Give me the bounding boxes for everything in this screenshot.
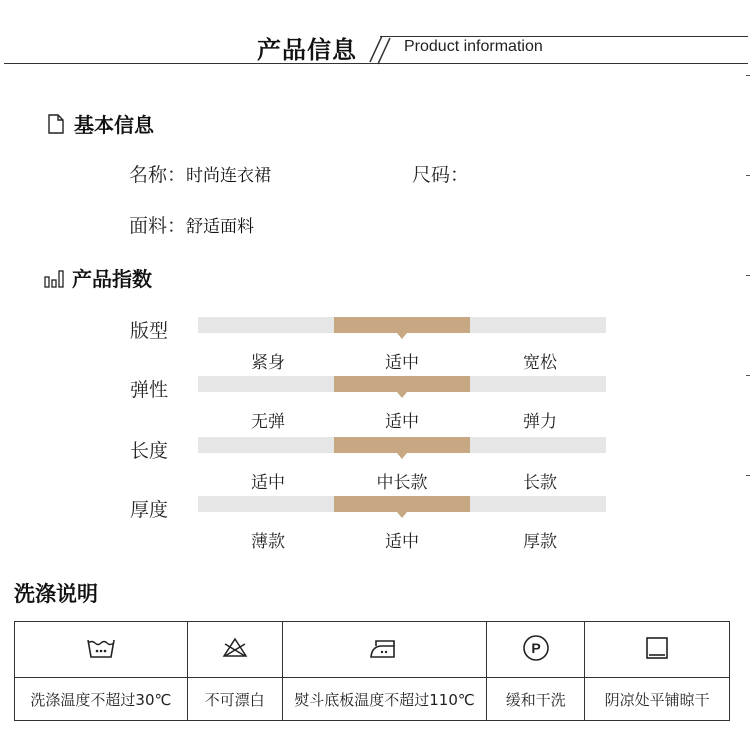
wash-cell — [487, 622, 585, 678]
svg-text:P: P — [531, 639, 541, 656]
index-option: 适中 — [385, 353, 419, 373]
page-subtitle: Product information — [404, 38, 543, 55]
info-name-value: 时尚连衣裙 — [186, 166, 272, 186]
info-name-key: 名称： — [129, 164, 187, 186]
info-fabric-value: 舒适面料 — [186, 217, 255, 237]
index-fill-marker — [334, 437, 470, 453]
index-option: 适中 — [385, 532, 419, 552]
index-label: 弹性 — [130, 379, 169, 401]
wash-30-icon — [86, 636, 116, 660]
index-option: 薄款 — [251, 532, 285, 552]
info-size — [412, 160, 469, 187]
index-fill-marker — [334, 376, 470, 392]
dry-clean-p-icon — [522, 634, 550, 662]
flat-dry-shade-icon — [644, 635, 670, 661]
index-option: 中长款 — [376, 473, 428, 493]
bar-chart-icon — [44, 268, 64, 288]
side-mark — [746, 275, 750, 276]
washing-table — [14, 621, 730, 721]
wash-text: 不可漂白 — [187, 678, 282, 721]
index-track — [198, 376, 606, 392]
page-title: 产品信息 — [257, 36, 357, 64]
index-option: 无弹 — [251, 412, 285, 432]
index-option: 弹力 — [523, 412, 557, 432]
side-mark — [746, 375, 750, 376]
basic-info-title: 基本信息 — [74, 113, 154, 137]
info-name — [129, 160, 271, 187]
index-label: 长度 — [130, 440, 169, 462]
index-option: 宽松 — [523, 353, 557, 373]
index-option: 长款 — [523, 473, 557, 493]
info-fabric-key: 面料： — [129, 215, 187, 237]
wash-cell — [15, 622, 188, 678]
index-fill-marker — [334, 317, 470, 333]
wash-text: 缓和干洗 — [487, 678, 585, 721]
no-bleach-icon — [221, 636, 249, 660]
wash-cell — [282, 622, 487, 678]
wash-text: 熨斗底板温度不超过110℃ — [282, 678, 487, 721]
wash-cell — [585, 622, 730, 678]
index-track — [198, 496, 606, 512]
document-icon — [46, 114, 66, 134]
index-fill-marker — [334, 496, 470, 512]
wash-cell — [187, 622, 282, 678]
index-option: 紧身 — [251, 353, 285, 373]
info-size-key: 尺码： — [412, 164, 470, 186]
index-track — [198, 437, 606, 453]
index-label: 版型 — [130, 320, 169, 342]
header-divider-right — [380, 36, 748, 37]
index-label: 厚度 — [130, 499, 169, 521]
index-option: 适中 — [385, 412, 419, 432]
basic-info-header — [46, 109, 154, 138]
iron-icon — [368, 636, 400, 660]
washing-title: 洗涤说明 — [14, 582, 98, 606]
index-option: 厚款 — [523, 532, 557, 552]
index-track — [198, 317, 606, 333]
side-mark — [746, 475, 750, 476]
side-mark — [746, 75, 750, 76]
slash-decoration-icon — [368, 34, 400, 66]
wash-text: 阴凉处平铺晾干 — [585, 678, 730, 721]
product-index-header — [44, 263, 152, 292]
wash-text: 洗涤温度不超过30℃ — [15, 678, 188, 721]
info-fabric — [129, 211, 254, 238]
index-option: 适中 — [251, 473, 285, 493]
product-index-title: 产品指数 — [72, 267, 152, 291]
side-mark — [746, 175, 750, 176]
